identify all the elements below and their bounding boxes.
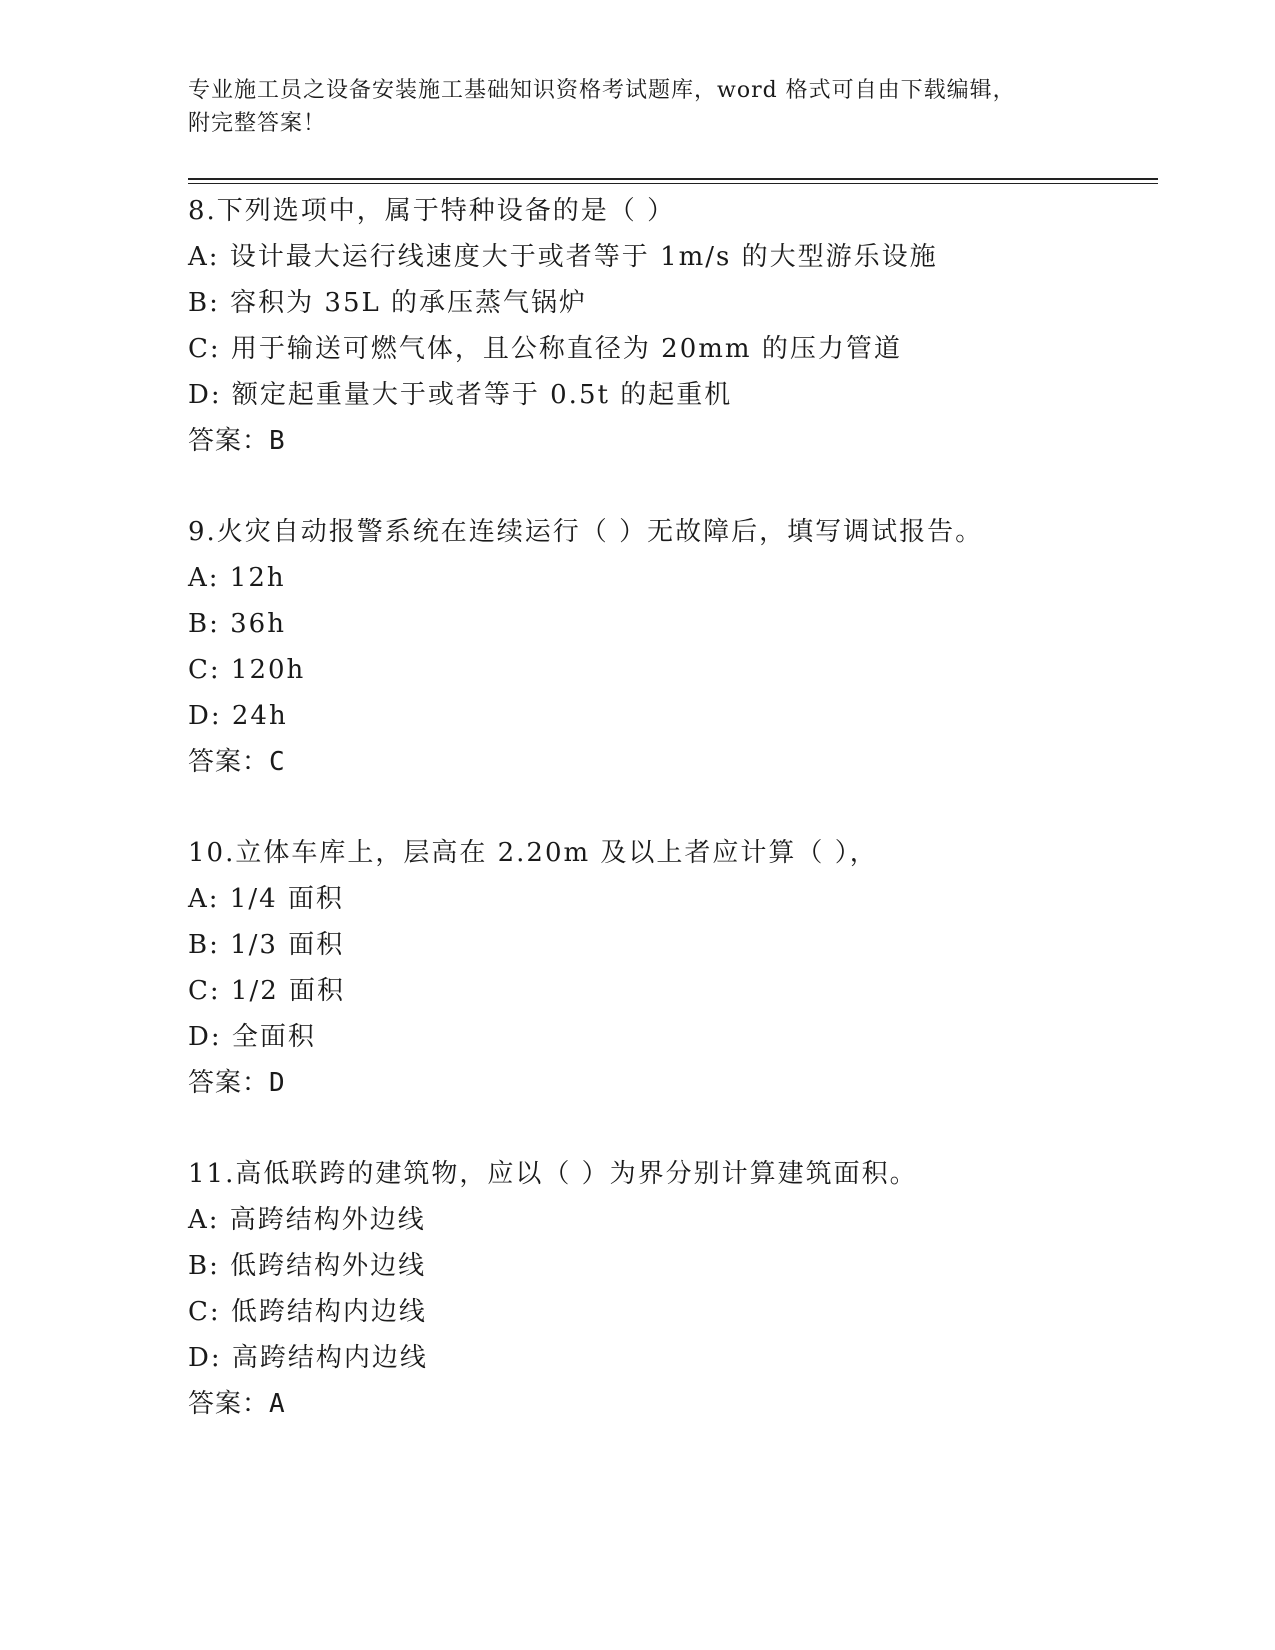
answer-line: 答案：A	[188, 1389, 286, 1419]
option-b: B: 1/3 面积	[188, 930, 345, 960]
question-stem: 11.高低联跨的建筑物，应以（ ）为界分别计算建筑面积。	[188, 1159, 918, 1189]
question-block	[188, 188, 1168, 464]
option-c: C: 120h	[188, 655, 306, 685]
option-c: C: 低跨结构内边线	[188, 1297, 427, 1327]
option-a: A: 设计最大运行线速度大于或者等于 1m/s 的大型游乐设施	[188, 242, 938, 272]
header-divider-thin	[188, 183, 1158, 184]
question-stem: 10.立体车库上，层高在 2.20m 及以上者应计算（ ），	[188, 838, 878, 868]
option-a: A: 高跨结构外边线	[188, 1205, 426, 1235]
question-block	[188, 1151, 1168, 1427]
option-a: A: 12h	[188, 563, 286, 593]
option-d: D: 高跨结构内边线	[188, 1343, 428, 1373]
option-b: B: 容积为 35L 的承压蒸气锅炉	[188, 288, 588, 318]
option-d: D: 额定起重量大于或者等于 0.5t 的起重机	[188, 380, 733, 410]
option-d: D: 全面积	[188, 1022, 316, 1052]
option-c: C: 用于输送可燃气体，且公称直径为 20mm 的压力管道	[188, 334, 902, 364]
question-block	[188, 509, 1168, 785]
option-b: B: 36h	[188, 609, 286, 639]
option-a: A: 1/4 面积	[188, 884, 344, 914]
answer-line: 答案：C	[188, 747, 286, 777]
header-line-2: 附完整答案！	[188, 111, 327, 136]
question-block	[188, 830, 1168, 1106]
option-d: D: 24h	[188, 701, 288, 731]
option-b: B: 低跨结构外边线	[188, 1251, 427, 1281]
header-divider-thick	[188, 178, 1158, 180]
question-stem: 8.下列选项中，属于特种设备的是（ ）	[188, 196, 676, 226]
option-c: C: 1/2 面积	[188, 976, 346, 1006]
answer-line: 答案：D	[188, 1068, 286, 1098]
question-stem: 9.火灾自动报警系统在连续运行（ ）无故障后，填写调试报告。	[188, 517, 984, 547]
header-line-1: 专业施工员之设备安装施工基础知识资格考试题库，word 格式可自由下载编辑，	[188, 78, 1016, 103]
answer-line: 答案：B	[188, 426, 286, 456]
document-header	[188, 74, 1108, 140]
